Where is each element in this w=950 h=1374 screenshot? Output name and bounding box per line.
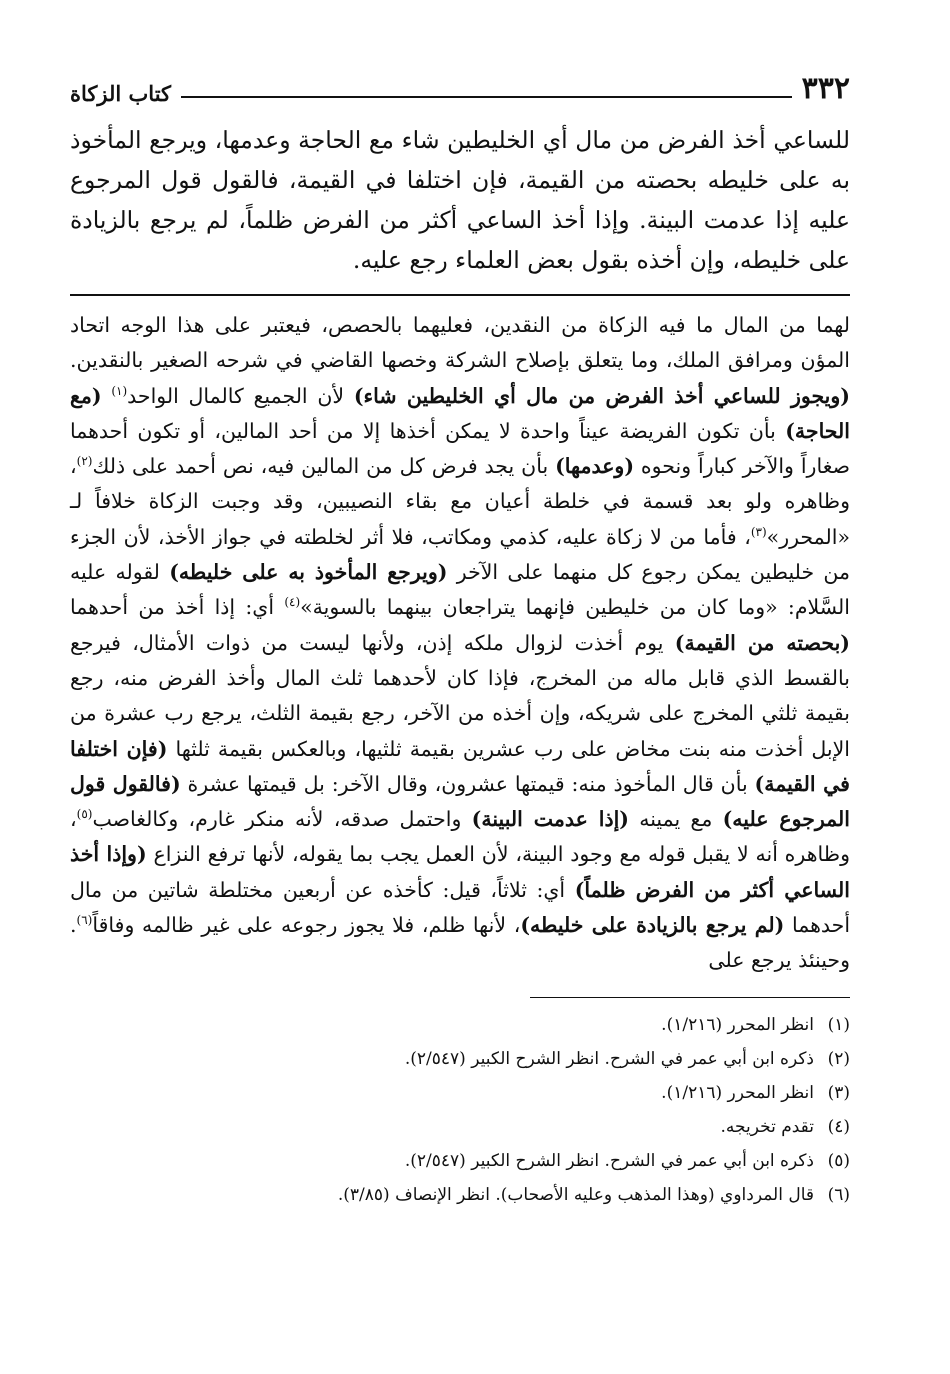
footnote-ref: (٦) xyxy=(76,913,93,928)
main-text-paragraph: للساعي أخذ الفرض من مال أي الخليطين شاء مع الحاجة وعدمها، ويرجع المأخوذ به على خليطه بحصته من القيمة، فإن اختلفا في القيمة، فالقول قول المرجوع عليه إذا عدمت البينة. وإذا أخذ الساعي أكثر من الفرض ظلماً، لم يرجع بالزيادة على خليطه، وإن أخذه بقول بعض العلماء رجع عليه. xyxy=(70,126,850,274)
footnote-ref: (٥) xyxy=(76,807,93,822)
footnote-text: تقدم تخريجه. xyxy=(720,1116,814,1137)
footnote xyxy=(70,1008,850,1042)
page-header xyxy=(70,64,850,104)
quoted-matn: (ويجوز للساعي أخذ الفرض من مال أي الخليطين شاء) xyxy=(353,383,850,408)
quoted-matn: (وإذا أخذ الساعي أكثر من الفرض ظلماً) xyxy=(70,842,851,902)
footnote-text: قال المرداوي (وهذا المذهب وعليه الأصحاب). انظر الإنصاف (٣/٨٥). xyxy=(337,1184,814,1205)
commentary-text: ، وظاهره ولو بعد قسمة في خلطة أعيان مع بقاء النصيبين، وقد وجبت الزكاة خلافاً لـ «المحرر» xyxy=(70,454,850,549)
commentary-text: لأن الجميع كالمال الواحد xyxy=(127,383,354,408)
commentary-text: يوم أخذت لزوال ملكه إذن، ولأنها ليست من ذوات الأمثال، فيرجع بالقسط الذي قابل ماله من المخرج، فإذا كان لأحدهما ثلث المال وأخذ الفرض منه، رجع بقيمة ثلثي المخرج على شريكه، وإن أخذه من الآخر، رجع بقيمة الثلث، يرجع رب عشرة من الإبل أخذت منه بنت مخاض على رب عشرين بقيمة ثلثيها، وبالعكس بقيمة ثلثها xyxy=(70,630,850,761)
page-number: ٣٣٢ xyxy=(801,71,850,106)
text-separator xyxy=(70,294,850,296)
footnote-rule xyxy=(530,997,850,998)
main-text xyxy=(70,120,850,280)
footnote-ref: (٣) xyxy=(750,524,767,539)
commentary-text: أي: ثلاثاً، قيل: كأخذه عن أربعين مختلطة شاتين من مال أحدهما xyxy=(70,877,851,938)
commentary-text: ، لأنها ظلم، فلا يجوز رجوعه على غير ظالمه وفاقاً xyxy=(92,913,521,938)
quoted-matn: (بحصته من القيمة) xyxy=(674,630,851,655)
footnote-number: (٦) xyxy=(827,1184,850,1205)
commentary-text: ، فأما من لا زكاة عليه، كذمي ومكاتب، فلا أثر لخلطته في جواز الأخذ، لأن الجزء من خليطين يمكن رجوع كل منهما على الآخر xyxy=(70,524,850,585)
footnote-text: ذكره ابن أبي عمر في الشرح. انظر الشرح الكبير (٢/٥٤٧). xyxy=(404,1048,814,1069)
footnote xyxy=(70,1042,850,1076)
quoted-matn: (فالقول قول المرجوع عليه) xyxy=(70,771,850,832)
footnote-number: (٢) xyxy=(827,1048,850,1069)
footnote-text: انظر المحرر (١/٢١٦). xyxy=(661,1014,814,1035)
commentary-text: بأن قال المأخوذ منه: قيمتها عشرون، وقال الآخر: بل قيمتها عشرة xyxy=(180,771,755,796)
quoted-matn: (إذا عدمت البينة) xyxy=(471,807,629,832)
commentary-text: بأن تكون الفريضة عيناً واحدة لا يمكن أخذها إلا من أحد المالين، أو تكون أحدهما صغاراً والآخر كباراً ونحوه xyxy=(70,418,850,479)
footnote-ref: (١) xyxy=(111,383,128,398)
commentary-text: لهما من المال ما فيه الزكاة من النقدين، فعليهما بالحصص، فيعتبر على هذا الوجه اتحاد المؤن ومرافق الملك، وما يتعلق بإصلاح الشركة وخصها القاضي في شرحه الصغير بالنقدين. xyxy=(70,313,850,373)
header-rule xyxy=(181,96,792,98)
footnote xyxy=(70,1076,850,1110)
quoted-matn: (لم يرجع بالزيادة على خليطه) xyxy=(520,913,785,938)
commentary-text: مع يمينه xyxy=(628,807,723,832)
commentary-text: بأن يجد فرض كل من المالين فيه، نص أحمد على ذلك xyxy=(92,454,556,479)
footnote-text: انظر المحرر (١/٢١٦). xyxy=(661,1082,814,1103)
commentary-text: أي: إذا أخذ من أحدهما xyxy=(70,595,285,620)
quoted-matn: (فإن اختلفا في القيمة) xyxy=(70,736,850,796)
quoted-matn: (ويرجع المأخوذ به على خليطه) xyxy=(169,560,448,585)
footnote xyxy=(70,1178,850,1212)
footnote-number: (٥) xyxy=(827,1150,850,1171)
footnote-number: (١) xyxy=(827,1014,850,1035)
footnote-ref: (٤) xyxy=(284,595,301,610)
quoted-matn: (مع الحاجة) xyxy=(70,383,850,443)
quoted-matn: (وعدمها) xyxy=(555,454,635,479)
commentary-text: واحتمل صدقه، لأنه منكر غارم، وكالغاصب xyxy=(92,807,472,832)
commentary-text: . وحينئذ يرجع على xyxy=(70,913,850,973)
footnote-ref: (٢) xyxy=(76,454,93,469)
footnote xyxy=(70,1144,850,1178)
commentary-paragraph xyxy=(70,308,850,979)
footnote-number: (٤) xyxy=(827,1116,850,1137)
footnote-number: (٣) xyxy=(827,1082,850,1103)
footnotes xyxy=(70,1008,850,1212)
chapter-title: كتاب الزكاة xyxy=(70,81,172,106)
commentary-text: لقوله عليه السَّلام: «وما كان من خليطين فإنهما يتراجعان بينهما بالسوية» xyxy=(70,560,850,620)
commentary xyxy=(70,308,850,979)
footnote-text: ذكره ابن أبي عمر في الشرح. انظر الشرح الكبير (٢/٥٤٧). xyxy=(404,1150,814,1171)
commentary-text: ، وظاهره أنه لا يقبل قوله مع وجود البينة، لأن العمل يجب بما يقوله، لأنها ترفع النزاع xyxy=(70,807,850,867)
footnote xyxy=(70,1110,850,1144)
